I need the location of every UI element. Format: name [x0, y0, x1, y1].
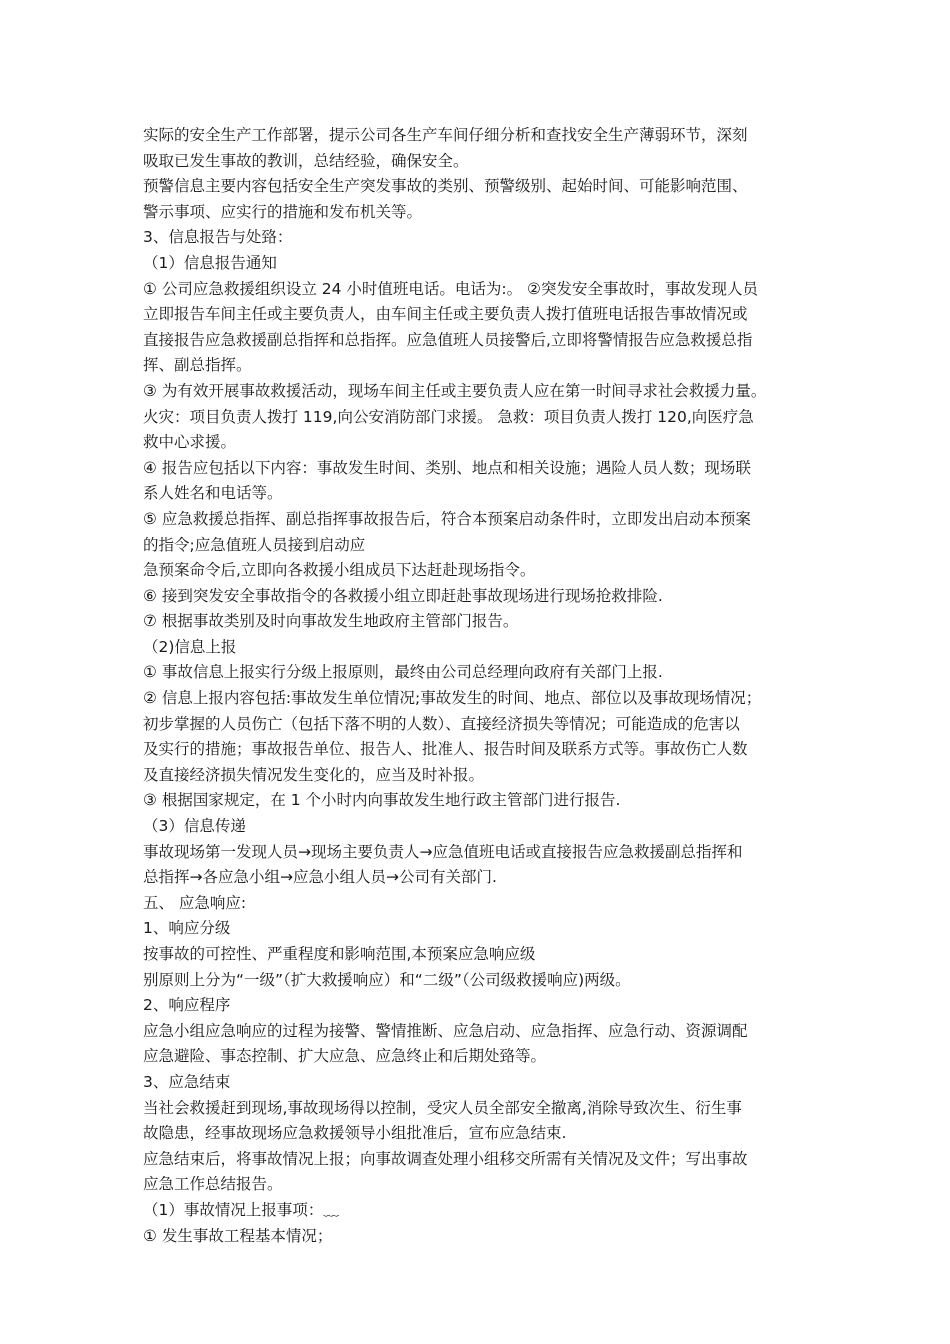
text-line: 直接报告应急救援副总指挥和总指挥。应急值班人员接警后,立即将警情报告应急救援总指 — [143, 330, 753, 349]
section-heading: 2、响应程序 — [143, 996, 231, 1015]
text-line: 及实行的措施；事故报告单位、报告人、批准人、报告时间及联系方式等。事故伤亡人数 — [143, 740, 748, 759]
text-line: 总指挥→各应急小组→应急小组人员→公司有关部门. — [143, 868, 497, 887]
text-line: 应急小组应急响应的过程为接警、警情推断、应急启动、应急指挥、应急行动、资源调配 — [143, 1021, 748, 1040]
text-line: 应急结束后，将事故情况上报；向事故调查处理小组移交所需有关情况及文件；写出事故 — [143, 1149, 748, 1168]
text-line: 火灾：项目负责人拨打 119,向公安消防部门求援。 急救：项目负责人拨打 120,向医疗急 — [143, 407, 754, 426]
text-line: ⑥ 接到突发安全事故指令的各救援小组立即赶赴事故现场进行现场抢救排险. — [143, 586, 663, 605]
document-page — [143, 123, 813, 1249]
text-line: 警示事项、应实行的措施和发布机关等。 — [143, 202, 423, 221]
section-heading: 3、应急结束 — [143, 1072, 231, 1091]
section-heading: 3、信息报告与处臵： — [143, 228, 293, 247]
subsection-heading: （1）事故情况上报事项：﹏ — [143, 1200, 339, 1219]
chapter-heading: 五、 应急响应: — [143, 893, 247, 912]
text-line: 吸取已发生事故的教训，总结经验，确保安全。 — [143, 151, 469, 170]
subsection-heading: （1）信息报告通知 — [143, 253, 277, 272]
subsection-heading: （2)信息上报 — [143, 637, 237, 656]
text-line: ① 发生事故工程基本情况； — [143, 1226, 333, 1245]
text-line: ④ 报告应包括以下内容：事故发生时间、类别、地点和相关设施；遇险人员人数；现场联 — [143, 458, 751, 477]
text-line: 救中心求援。 — [143, 433, 237, 452]
text-line: 挥、副总指挥。 — [143, 356, 252, 375]
text-line: 故隐患，经事故现场应急救援领导小组批准后，宣布应急结束. — [143, 1124, 567, 1143]
text-line: ⑦ 根据事故类别及时向事故发生地政府主管部门报告。 — [143, 612, 519, 631]
section-heading: 1、响应分级 — [143, 919, 231, 938]
text-line: 应急避险、事态控制、扩大应急、应急终止和后期处臵等。 — [143, 1047, 547, 1066]
text-line: ③ 根据国家规定，在 1 个小时内向事故发生地行政主管部门进行报告. — [143, 791, 621, 810]
text-line: 应急工作总结报告。 — [143, 1175, 283, 1194]
text-line: 预警信息主要内容包括安全生产突发事故的类别、预警级别、起始时间、可能影响范围、 — [143, 177, 748, 196]
text-line: 系人姓名和电话等。 — [143, 484, 283, 503]
text-line: 立即报告车间主任或主要负责人，由车间主任或主要负责人拨打值班电话报告事故情况或 — [143, 305, 748, 324]
text-line: 急预案命令后,立即向各救援小组成员下达赶赴现场指令。 — [143, 561, 536, 580]
subsection-heading: （3）信息传递 — [143, 817, 246, 836]
text-line: ⑤ 应急救援总指挥、副总指挥事故报告后，符合本预案启动条件时，立即发出启动本预案 — [143, 509, 751, 528]
text-line: 按事故的可控性、严重程度和影响范围,本预案应急响应级 — [143, 945, 536, 963]
text-line: ① 公司应急救援组织设立 24 小时值班电话。电话为:。 ②突发安全事故时，事故发现人员 — [143, 279, 758, 298]
text-line: 实际的安全生产工作部署，提示公司各生产车间仔细分析和查找安全生产薄弱环节，深刻 — [143, 126, 748, 144]
text-line: ② 信息上报内容包括:事故发生单位情况;事故发生的时间、地点、部位以及事故现场情况； — [143, 689, 762, 708]
text-line: 别原则上分为“一级”（扩大救援响应）和“二级”（公司级救援响应)两级。 — [143, 970, 631, 989]
text-line: 及直接经济损失情况发生变化的，应当及时补报。 — [143, 765, 485, 784]
text-line: 的指令;应急值班人员接到启动应 — [143, 535, 366, 554]
text-line: 初步掌握的人员伤亡（包括下落不明的人数）、直接经济损失等情况；可能造成的危害以 — [143, 714, 740, 733]
text-line: 事故现场第一发现人员→现场主要负责人→应急值班电话或直接报告应急救援副总指挥和 — [143, 842, 743, 861]
text-line: ① 事故信息上报实行分级上报原则，最终由公司总经理向政府有关部门上报. — [143, 663, 663, 682]
text-line: ③ 为有效开展事故救援活动，现场车间主任或主要负责人应在第一时间寻求社会救援力量。 — [143, 381, 767, 400]
text-line: 当社会救援赶到现场,事故现场得以控制，受灾人员全部安全撤离,消除导致次生、衍生事 — [143, 1098, 742, 1117]
